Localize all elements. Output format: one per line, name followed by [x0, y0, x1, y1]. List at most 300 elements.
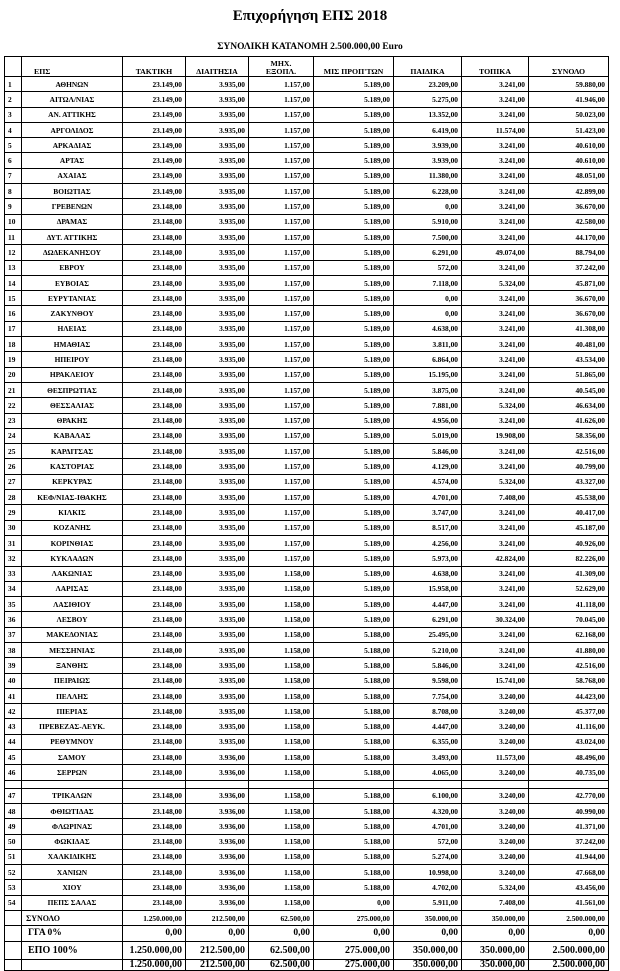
value-cell: 1.157,00: [249, 459, 314, 474]
row-number-cell: 1: [5, 77, 22, 92]
value-cell: 2.500.000,00: [529, 960, 609, 971]
eps-name-cell: ΜΑΚΕΔΟΝΙΑΣ: [22, 627, 123, 642]
value-cell: 5.189,00: [314, 520, 394, 535]
value-cell: 1.157,00: [249, 428, 314, 443]
value-cell: 3.935,00: [186, 367, 249, 382]
row-number-cell: 35: [5, 597, 22, 612]
row-number-cell: 36: [5, 612, 22, 627]
value-cell: 7.881,00: [394, 398, 462, 413]
row-number-cell: 37: [5, 627, 22, 642]
value-cell: 10.998,00: [394, 865, 462, 880]
value-cell: 5.189,00: [314, 184, 394, 199]
value-cell: 3.493,00: [394, 750, 462, 765]
value-cell: 7.118,00: [394, 275, 462, 290]
value-cell: 41.371,00: [529, 819, 609, 834]
value-cell: 350.000,00: [394, 911, 462, 926]
table-row: [5, 849, 609, 864]
separator-cell: [249, 780, 314, 788]
row-number-cell: 8: [5, 184, 22, 199]
value-cell: 3.241,00: [462, 444, 529, 459]
value-cell: 40.481,00: [529, 337, 609, 352]
value-cell: 5.188,00: [314, 880, 394, 895]
value-cell: 5.910,00: [394, 214, 462, 229]
value-cell: 3.936,00: [186, 819, 249, 834]
value-cell: 3.935,00: [186, 704, 249, 719]
value-cell: 1.157,00: [249, 92, 314, 107]
value-cell: 1.158,00: [249, 834, 314, 849]
separator-cell: [123, 780, 186, 788]
value-cell: 7.754,00: [394, 688, 462, 703]
value-cell: 1.157,00: [249, 214, 314, 229]
value-cell: 13.352,00: [394, 107, 462, 122]
value-cell: 42.516,00: [529, 444, 609, 459]
table-row: [5, 275, 609, 290]
value-cell: 1.158,00: [249, 673, 314, 688]
row-number-cell: [5, 926, 22, 942]
eps-name-cell: ΣΕΡΡΩΝ: [22, 765, 123, 780]
value-cell: 5.189,00: [314, 306, 394, 321]
table-row: [5, 474, 609, 489]
value-cell: 23.148,00: [123, 551, 186, 566]
table-row: [5, 688, 609, 703]
value-cell: 11.380,00: [394, 168, 462, 183]
row-number-cell: 11: [5, 229, 22, 244]
value-cell: 15.195,00: [394, 367, 462, 382]
value-cell: 5.189,00: [314, 382, 394, 397]
eps-name-cell: ΔΡΑΜΑΣ: [22, 214, 123, 229]
value-cell: 23.148,00: [123, 704, 186, 719]
value-cell: 5.189,00: [314, 581, 394, 596]
value-cell: 1.158,00: [249, 895, 314, 910]
table-row: [5, 260, 609, 275]
header-cell-mix-exopl: ΜΗΧ. ΕΞΟΠΛ.: [249, 57, 314, 77]
value-cell: 23.148,00: [123, 352, 186, 367]
value-cell: 1.157,00: [249, 229, 314, 244]
table-row: [5, 704, 609, 719]
value-cell: 0,00: [314, 895, 394, 910]
value-cell: 1.250.000,00: [123, 960, 186, 971]
separator-cell: [529, 780, 609, 788]
value-cell: 5.324,00: [462, 275, 529, 290]
value-cell: 4.447,00: [394, 719, 462, 734]
header-cell-taktiki: ΤΑΚΤΙΚΗ: [123, 57, 186, 77]
header-cell-eps: ΕΠΣ: [22, 57, 123, 77]
eps-name-cell: ΔΩΔΕΚΑΝΗΣΟΥ: [22, 245, 123, 260]
value-cell: 3.935,00: [186, 291, 249, 306]
table-row: [5, 306, 609, 321]
value-cell: 3.241,00: [462, 321, 529, 336]
value-cell: 4.638,00: [394, 321, 462, 336]
value-cell: 5.189,00: [314, 107, 394, 122]
value-cell: 1.158,00: [249, 581, 314, 596]
value-cell: 7.500,00: [394, 229, 462, 244]
value-cell: 4.702,00: [394, 880, 462, 895]
table-row: [5, 184, 609, 199]
value-cell: 1.158,00: [249, 704, 314, 719]
value-cell: 40.417,00: [529, 505, 609, 520]
value-cell: 23.148,00: [123, 275, 186, 290]
row-number-cell: 28: [5, 490, 22, 505]
value-cell: 572,00: [394, 834, 462, 849]
value-cell: 23.149,00: [123, 107, 186, 122]
row-number-cell: 26: [5, 459, 22, 474]
value-cell: 23.209,00: [394, 77, 462, 92]
value-cell: 1.157,00: [249, 382, 314, 397]
value-cell: 5.324,00: [462, 880, 529, 895]
value-cell: 42.580,00: [529, 214, 609, 229]
table-row: [5, 428, 609, 443]
value-cell: 45.538,00: [529, 490, 609, 505]
row-number-cell: 6: [5, 153, 22, 168]
value-cell: 3.935,00: [186, 642, 249, 657]
table-row: [5, 750, 609, 765]
value-cell: 3.936,00: [186, 895, 249, 910]
table-row: [5, 153, 609, 168]
eps-name-cell: ΔΥΤ. ΑΤΤΙΚΗΣ: [22, 229, 123, 244]
value-cell: 23.149,00: [123, 138, 186, 153]
value-cell: 4.638,00: [394, 566, 462, 581]
value-cell: 5.189,00: [314, 260, 394, 275]
value-cell: 3.240,00: [462, 834, 529, 849]
value-cell: 5.189,00: [314, 551, 394, 566]
value-cell: 5.189,00: [314, 459, 394, 474]
row-number-cell: 39: [5, 658, 22, 673]
value-cell: 3.241,00: [462, 214, 529, 229]
value-cell: 1.157,00: [249, 199, 314, 214]
value-cell: 212.500,00: [186, 911, 249, 926]
value-cell: 37.242,00: [529, 260, 609, 275]
eps-name-cell: ΑΡΚΑΔΙΑΣ: [22, 138, 123, 153]
value-cell: 3.241,00: [462, 535, 529, 550]
value-cell: 5.973,00: [394, 551, 462, 566]
table-row: [5, 719, 609, 734]
eps-name-cell: ΠΕΠΣ ΣΑΛΑΣ: [22, 895, 123, 910]
value-cell: 3.241,00: [462, 337, 529, 352]
table-row: [5, 138, 609, 153]
value-cell: 1.158,00: [249, 750, 314, 765]
value-cell: 5.189,00: [314, 275, 394, 290]
value-cell: 350.000,00: [462, 960, 529, 971]
value-cell: 23.148,00: [123, 382, 186, 397]
value-cell: 3.935,00: [186, 459, 249, 474]
value-cell: 0,00: [394, 199, 462, 214]
table-row: [5, 803, 609, 818]
eps-name-cell: ΦΛΩΡΙΝΑΣ: [22, 819, 123, 834]
eps-name-cell: ΓΓΑ 0%: [22, 926, 123, 942]
value-cell: 5.188,00: [314, 865, 394, 880]
value-cell: 23.148,00: [123, 849, 186, 864]
eps-name-cell: ΤΡΙΚΑΛΩΝ: [22, 788, 123, 803]
value-cell: 4.574,00: [394, 474, 462, 489]
table-row: [5, 459, 609, 474]
value-cell: 5.189,00: [314, 612, 394, 627]
table-row: [5, 122, 609, 137]
row-number-cell: 52: [5, 865, 22, 880]
value-cell: 3.241,00: [462, 642, 529, 657]
value-cell: 41.118,00: [529, 597, 609, 612]
value-cell: 3.935,00: [186, 551, 249, 566]
value-cell: 5.189,00: [314, 199, 394, 214]
value-cell: 42.516,00: [529, 658, 609, 673]
value-cell: 23.148,00: [123, 865, 186, 880]
eps-name-cell: ΚΟΡΙΝΘΙΑΣ: [22, 535, 123, 550]
value-cell: 23.148,00: [123, 765, 186, 780]
value-cell: 3.241,00: [462, 505, 529, 520]
value-cell: 19.908,00: [462, 428, 529, 443]
row-number-cell: 20: [5, 367, 22, 382]
value-cell: 1.158,00: [249, 803, 314, 818]
value-cell: 43.456,00: [529, 880, 609, 895]
value-cell: 3.241,00: [462, 153, 529, 168]
value-cell: 3.935,00: [186, 627, 249, 642]
row-number-cell: 10: [5, 214, 22, 229]
table-row: [5, 734, 609, 749]
value-cell: 3.935,00: [186, 382, 249, 397]
summary-row: [5, 960, 609, 971]
value-cell: 3.935,00: [186, 505, 249, 520]
value-cell: 1.157,00: [249, 352, 314, 367]
value-cell: 1.158,00: [249, 658, 314, 673]
row-number-cell: 5: [5, 138, 22, 153]
value-cell: 23.148,00: [123, 642, 186, 657]
value-cell: 4.701,00: [394, 490, 462, 505]
table-row: [5, 566, 609, 581]
value-cell: 5.189,00: [314, 337, 394, 352]
value-cell: 8.708,00: [394, 704, 462, 719]
value-cell: 25.495,00: [394, 627, 462, 642]
value-cell: 6.291,00: [394, 245, 462, 260]
row-number-cell: 43: [5, 719, 22, 734]
row-number-cell: 50: [5, 834, 22, 849]
table-row: [5, 168, 609, 183]
value-cell: 275.000,00: [314, 960, 394, 971]
summary-row: [5, 911, 609, 926]
value-cell: 1.157,00: [249, 535, 314, 550]
eps-name-cell: ΘΕΣΣΑΛΙΑΣ: [22, 398, 123, 413]
value-cell: 3.241,00: [462, 520, 529, 535]
value-cell: 5.846,00: [394, 444, 462, 459]
value-cell: 4.701,00: [394, 819, 462, 834]
value-cell: 5.189,00: [314, 92, 394, 107]
value-cell: 82.226,00: [529, 551, 609, 566]
value-cell: 3.936,00: [186, 880, 249, 895]
value-cell: 3.935,00: [186, 535, 249, 550]
value-cell: 5.189,00: [314, 321, 394, 336]
value-cell: 50.023,00: [529, 107, 609, 122]
table-row: [5, 352, 609, 367]
value-cell: 23.148,00: [123, 490, 186, 505]
value-cell: 350.000,00: [462, 942, 529, 960]
value-cell: 36.670,00: [529, 306, 609, 321]
row-number-cell: 54: [5, 895, 22, 910]
value-cell: 6.419,00: [394, 122, 462, 137]
value-cell: 43.024,00: [529, 734, 609, 749]
value-cell: 45.187,00: [529, 520, 609, 535]
value-cell: 43.534,00: [529, 352, 609, 367]
value-cell: 52.629,00: [529, 581, 609, 596]
eps-name-cell: ΑΙΤΩΛ/ΝΙΑΣ: [22, 92, 123, 107]
value-cell: 1.157,00: [249, 184, 314, 199]
value-cell: 3.936,00: [186, 788, 249, 803]
eps-name-cell: ΚΑΒΑΛΑΣ: [22, 428, 123, 443]
value-cell: 3.241,00: [462, 413, 529, 428]
table-row: [5, 107, 609, 122]
row-number-cell: 2: [5, 92, 22, 107]
value-cell: 6.355,00: [394, 734, 462, 749]
value-cell: 3.241,00: [462, 459, 529, 474]
value-cell: 23.148,00: [123, 367, 186, 382]
value-cell: 572,00: [394, 260, 462, 275]
value-cell: 23.148,00: [123, 337, 186, 352]
value-cell: 40.610,00: [529, 138, 609, 153]
value-cell: 1.157,00: [249, 490, 314, 505]
row-number-cell: 45: [5, 750, 22, 765]
table-row: [5, 245, 609, 260]
value-cell: 5.275,00: [394, 92, 462, 107]
table-row: [5, 880, 609, 895]
table-row: [5, 627, 609, 642]
value-cell: 0,00: [462, 926, 529, 942]
value-cell: 5.189,00: [314, 490, 394, 505]
value-cell: 3.241,00: [462, 566, 529, 581]
row-number-cell: 25: [5, 444, 22, 459]
value-cell: 275.000,00: [314, 911, 394, 926]
value-cell: 23.148,00: [123, 444, 186, 459]
row-number-cell: 15: [5, 291, 22, 306]
value-cell: 1.157,00: [249, 138, 314, 153]
row-number-cell: 47: [5, 788, 22, 803]
value-cell: 5.189,00: [314, 153, 394, 168]
value-cell: 3.935,00: [186, 566, 249, 581]
value-cell: 23.148,00: [123, 306, 186, 321]
value-cell: 3.241,00: [462, 260, 529, 275]
eps-name-cell: ΧΑΝΙΩΝ: [22, 865, 123, 880]
value-cell: 23.148,00: [123, 474, 186, 489]
value-cell: 23.148,00: [123, 428, 186, 443]
value-cell: 350.000,00: [394, 960, 462, 971]
table-row: [5, 642, 609, 657]
value-cell: 3.875,00: [394, 382, 462, 397]
row-number-cell: 24: [5, 428, 22, 443]
value-cell: 3.240,00: [462, 719, 529, 734]
value-cell: 58.768,00: [529, 673, 609, 688]
row-number-cell: 51: [5, 849, 22, 864]
value-cell: 23.148,00: [123, 880, 186, 895]
value-cell: 1.157,00: [249, 306, 314, 321]
summary-row: [5, 926, 609, 942]
value-cell: 3.935,00: [186, 321, 249, 336]
value-cell: 48.051,00: [529, 168, 609, 183]
row-number-cell: 44: [5, 734, 22, 749]
value-cell: 15.958,00: [394, 581, 462, 596]
value-cell: 41.626,00: [529, 413, 609, 428]
value-cell: 23.148,00: [123, 719, 186, 734]
value-cell: 88.794,00: [529, 245, 609, 260]
value-cell: 44.423,00: [529, 688, 609, 703]
value-cell: 46.634,00: [529, 398, 609, 413]
value-cell: 2.500.000,00: [529, 942, 609, 960]
eps-name-cell: ΛΕΣΒΟΥ: [22, 612, 123, 627]
value-cell: 5.188,00: [314, 765, 394, 780]
value-cell: 58.356,00: [529, 428, 609, 443]
value-cell: 3.935,00: [186, 520, 249, 535]
table-row: [5, 673, 609, 688]
value-cell: 3.240,00: [462, 849, 529, 864]
value-cell: 1.157,00: [249, 551, 314, 566]
value-cell: 0,00: [529, 926, 609, 942]
value-cell: 40.735,00: [529, 765, 609, 780]
value-cell: 3.935,00: [186, 337, 249, 352]
value-cell: 1.157,00: [249, 444, 314, 459]
value-cell: 3.935,00: [186, 229, 249, 244]
value-cell: 5.188,00: [314, 819, 394, 834]
table-row: [5, 581, 609, 596]
row-number-cell: [5, 911, 22, 926]
document-title: Επιχορήγηση ΕΠΣ 2018: [232, 8, 388, 24]
eps-name-cell: ΛΑΣΙΘΙΟΥ: [22, 597, 123, 612]
value-cell: 5.189,00: [314, 398, 394, 413]
value-cell: 41.309,00: [529, 566, 609, 581]
separator-cell: [22, 780, 123, 788]
value-cell: 23.149,00: [123, 77, 186, 92]
value-cell: 275.000,00: [314, 942, 394, 960]
value-cell: 23.148,00: [123, 245, 186, 260]
value-cell: 3.935,00: [186, 107, 249, 122]
value-cell: 8.517,00: [394, 520, 462, 535]
value-cell: 1.157,00: [249, 474, 314, 489]
value-cell: 3.241,00: [462, 658, 529, 673]
value-cell: 5.188,00: [314, 642, 394, 657]
value-cell: 1.157,00: [249, 77, 314, 92]
value-cell: 1.157,00: [249, 275, 314, 290]
value-cell: 4.129,00: [394, 459, 462, 474]
value-cell: 5.188,00: [314, 704, 394, 719]
value-cell: 23.148,00: [123, 459, 186, 474]
header-cell-synolo: ΣΥΝΟΛΟ: [529, 57, 609, 77]
eps-name-cell: ΚΟΖΑΝΗΣ: [22, 520, 123, 535]
value-cell: 1.157,00: [249, 291, 314, 306]
value-cell: 43.327,00: [529, 474, 609, 489]
eps-name-cell: ΑΡΓΟΛΙΔΟΣ: [22, 122, 123, 137]
value-cell: 3.240,00: [462, 688, 529, 703]
eps-name-cell: ΑΘΗΝΩΝ: [22, 77, 123, 92]
value-cell: 5.189,00: [314, 214, 394, 229]
value-cell: 23.148,00: [123, 229, 186, 244]
value-cell: 1.157,00: [249, 520, 314, 535]
value-cell: 5.189,00: [314, 245, 394, 260]
value-cell: 5.188,00: [314, 627, 394, 642]
value-cell: 3.935,00: [186, 153, 249, 168]
value-cell: 23.149,00: [123, 153, 186, 168]
value-cell: 1.157,00: [249, 260, 314, 275]
table-row: [5, 214, 609, 229]
value-cell: 0,00: [394, 291, 462, 306]
value-cell: 5.189,00: [314, 77, 394, 92]
value-cell: 3.935,00: [186, 352, 249, 367]
value-cell: 70.045,00: [529, 612, 609, 627]
value-cell: 1.158,00: [249, 688, 314, 703]
value-cell: 15.741,00: [462, 673, 529, 688]
value-cell: 3.935,00: [186, 612, 249, 627]
table-row: [5, 551, 609, 566]
separator-cell: [186, 780, 249, 788]
table-row: [5, 865, 609, 880]
eps-name-cell: ΘΕΣΠΡΩΤΙΑΣ: [22, 382, 123, 397]
value-cell: 3.240,00: [462, 734, 529, 749]
eps-name-cell: ΛΑΚΩΝΙΑΣ: [22, 566, 123, 581]
value-cell: 41.944,00: [529, 849, 609, 864]
value-cell: 45.377,00: [529, 704, 609, 719]
